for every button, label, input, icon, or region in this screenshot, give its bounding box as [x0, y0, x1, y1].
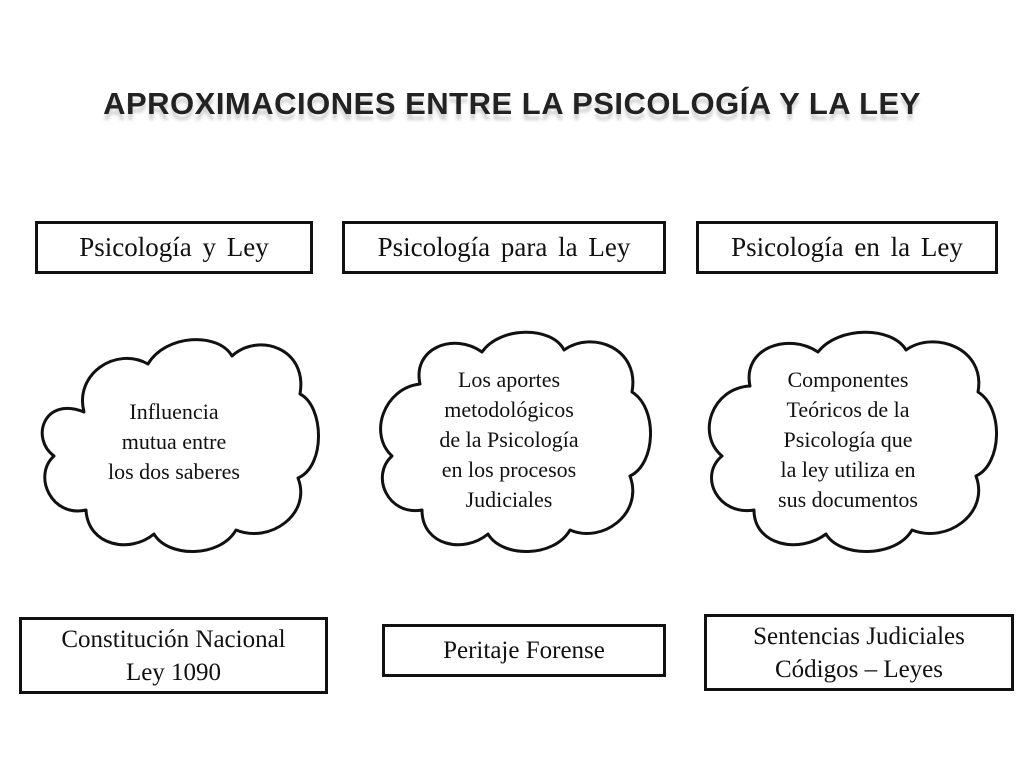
footer-line: Constitución Nacional — [61, 625, 286, 653]
cloud-shape-2 — [366, 326, 652, 558]
cloud-shape-3 — [694, 326, 1000, 558]
header-box-psicologia-para-la-ley — [342, 221, 666, 274]
cloud-line: de la Psicología — [439, 427, 579, 452]
cloud-text-3 — [728, 358, 968, 522]
footer-box-sentencias — [704, 614, 1014, 691]
cloud-line: los dos saberes — [108, 459, 240, 484]
header-label: Psicología en la Ley — [731, 232, 963, 262]
footer-line: Códigos – Leyes — [774, 655, 944, 683]
cloud-line: la ley utiliza en — [780, 457, 916, 482]
diagram-title: APROXIMACIONES ENTRE LA PSICOLOGÍA Y LA LEY — [103, 86, 921, 121]
cloud-line: mutua entre — [121, 429, 227, 454]
footer-box-peritaje — [382, 624, 666, 677]
header-box-psicologia-y-ley — [35, 221, 313, 274]
cloud-shape-1 — [26, 326, 322, 558]
header-label: Psicología para la Ley — [377, 232, 631, 262]
footer-line: Ley 1090 — [125, 658, 222, 686]
cloud-line: Influencia — [129, 399, 219, 424]
header-label: Psicología y Ley — [79, 232, 269, 262]
cloud-text-2 — [399, 358, 619, 522]
footer-line: Sentencias Judiciales — [753, 622, 965, 650]
cloud-line: Judiciales — [465, 487, 553, 512]
footer-box-constitucion — [19, 617, 328, 694]
cloud-line: Componentes — [787, 367, 909, 392]
cloud-line: Teóricos de la — [786, 397, 910, 422]
cloud-line: Psicología que — [783, 427, 913, 452]
cloud-line: sus documentos — [778, 487, 918, 512]
cloud-line: metodológicos — [444, 397, 574, 422]
cloud-text-1 — [66, 372, 282, 512]
footer-line: Peritaje Forense — [443, 637, 605, 664]
cloud-line: en los procesos — [441, 457, 577, 482]
header-box-psicologia-en-la-ley — [696, 221, 998, 274]
cloud-line: Los aportes — [457, 367, 561, 392]
